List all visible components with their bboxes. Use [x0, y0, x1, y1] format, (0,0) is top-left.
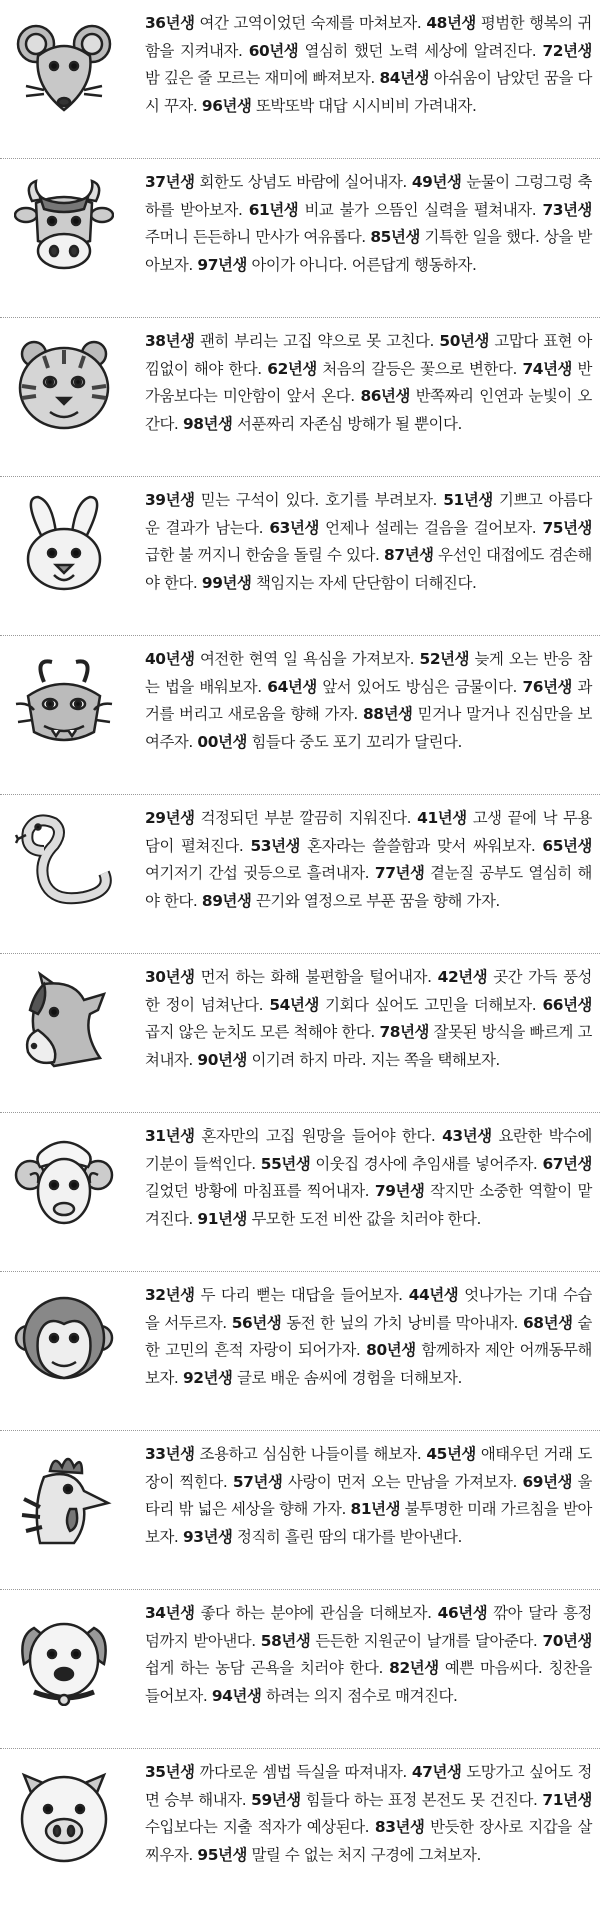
fortune-sentence: 주머니 든든하니 만사가 여유롭다. [145, 228, 366, 247]
fortune-sentence: 기특한 일을 했다. 상을 받아보자. [145, 228, 592, 274]
fortune-sentence: 엇나가는 기대 수습을 서두르자. [145, 1286, 593, 1332]
fortune-sentence: 깎아 달라 흥정 덤까지 받아낸다. [145, 1604, 593, 1650]
birth-year-label: 42년생 [437, 968, 488, 986]
horse-icon [14, 970, 114, 1070]
fortune-sentence: 불투명한 미래 가르침을 받아보자. [145, 1500, 593, 1546]
birth-year-label: 96년생 [201, 96, 252, 115]
fortune-sentence: 앞서 있어도 방심은 금물이다. [316, 677, 517, 696]
birth-year-label: 55년생 [260, 1154, 311, 1173]
fortune-sentence: 평범한 행복의 귀함을 지켜내자. [145, 14, 592, 60]
birth-year-label: 45년생 [426, 1445, 476, 1463]
fortune-sentence: 회한도 상념도 바람에 실어내자. [194, 173, 407, 191]
fortune-sentence: 아이가 아니다. 어른답게 행동하자. [246, 255, 477, 274]
birth-year-label: 64년생 [267, 677, 317, 696]
birth-year-label: 98년생 [182, 414, 233, 433]
fortune-sentence: 언제나 설레는 걸음을 걸어보자. [318, 518, 537, 537]
fortune-sentence: 처음의 갈등은 꽃으로 변한다. [316, 359, 517, 378]
rat-icon [14, 16, 114, 116]
fortune-sentence: 반듯한 장사로 지갑을 살찌우자. [145, 1818, 592, 1864]
fortune-sentence: 정직히 흘린 땀의 대가를 받아낸다. [232, 1527, 462, 1546]
fortune-sentence: 아쉬움이 남았던 꿈을 다시 꾸자. [145, 69, 592, 115]
birth-year-label: 84년생 [379, 69, 430, 88]
birth-year-label: 80년생 [366, 1341, 416, 1360]
fortune-sentence: 글로 배운 솜씨에 경험을 더해보자. [232, 1368, 462, 1387]
birth-year-label: 75년생 [542, 518, 593, 537]
birth-year-label: 30년생 [145, 968, 195, 986]
fortune-sentence: 고생 끝에 낙 무용담이 펼쳐진다. [145, 809, 592, 855]
birth-year-label: 60년생 [248, 41, 299, 60]
fortune-sentence: 기회다 싶어도 고민을 더해보자. [318, 995, 537, 1014]
birth-year-label: 46년생 [437, 1604, 488, 1622]
birth-year-label: 79년생 [374, 1182, 425, 1201]
birth-year-label: 90년생 [197, 1050, 247, 1069]
fortune-sentence: 요란한 박수에 기분이 들썩인다. [145, 1127, 592, 1173]
fortune-sentence: 힘들다 중도 포기 꼬리가 달린다. [246, 732, 462, 751]
fortune-sentence: 두 다리 뻗는 대답을 들어보자. [194, 1286, 403, 1304]
fortune-sentence: 책임지는 자세 단단함이 더해진다. [251, 573, 477, 592]
birth-year-label: 95년생 [197, 1845, 247, 1864]
fortune-sentence: 잘못된 방식을 빠르게 고쳐내자. [145, 1023, 592, 1069]
fortune-sentence: 쉽게 하는 농담 곤욕을 치러야 한다. [145, 1659, 383, 1678]
birth-year-label: 33년생 [145, 1445, 195, 1463]
fortune-text [145, 487, 592, 597]
dragon-icon [14, 652, 114, 752]
fortune-sentence: 여간 고역이었던 숙제를 마쳐보자. [194, 14, 422, 32]
dog-icon [14, 1606, 114, 1706]
fortune-sentence: 하려는 의지 점수로 매겨진다. [261, 1686, 458, 1705]
birth-year-label: 62년생 [267, 359, 317, 378]
birth-year-label: 39년생 [145, 491, 195, 509]
zodiac-entry-rooster [0, 1431, 600, 1590]
fortune-sentence: 곳간 가득 풍성한 정이 넘쳐난다. [145, 968, 593, 1014]
fortune-sentence: 길었던 방황에 마침표를 찍어내자. [145, 1182, 370, 1201]
zodiac-entry-tiger [0, 318, 600, 477]
fortune-text [145, 1441, 592, 1551]
birth-year-label: 50년생 [439, 332, 489, 350]
fortune-sentence: 비교 불가 으뜸인 실력을 펼쳐내자. [298, 200, 537, 219]
birth-year-label: 47년생 [411, 1763, 462, 1781]
birth-year-label: 29년생 [145, 809, 195, 827]
birth-year-label: 53년생 [250, 836, 301, 855]
fortune-text [145, 646, 592, 756]
fortune-sentence: 이기려 하지 마라. 지는 쪽을 택해보자. [246, 1050, 500, 1069]
birth-year-label: 59년생 [251, 1790, 301, 1809]
fortune-sentence: 애태우던 거래 도장이 찍힌다. [145, 1445, 592, 1491]
birth-year-label: 57년생 [232, 1472, 283, 1491]
fortune-sentence: 곁눈질 공부도 열심히 해야 한다. [145, 864, 592, 910]
birth-year-label: 35년생 [145, 1763, 195, 1781]
zodiac-entry-snake [0, 795, 600, 954]
fortune-sentence: 이웃집 경사에 추임새를 넣어주자. [310, 1154, 538, 1173]
sheep-icon [14, 1129, 114, 1229]
birth-year-label: 40년생 [145, 650, 195, 668]
fortune-sentence: 열심히 했던 노력 세상에 알려진다. [298, 41, 537, 60]
fortune-sentence: 수입보다는 지출 적자가 예상된다. [145, 1818, 370, 1837]
fortune-sentence: 우선인 대접에도 겸손해야 한다. [145, 546, 592, 592]
fortune-sentence: 까다로운 셈법 득실을 따져내자. [194, 1763, 407, 1781]
fortune-sentence: 먼저 하는 화해 불편함을 털어내자. [194, 968, 432, 986]
fortune-sentence: 과거를 버리고 새로움을 향해 가자. [145, 677, 592, 724]
fortune-sentence: 또박또박 대답 시시비비 가려내자. [251, 96, 477, 115]
zodiac-entry-monkey [0, 1272, 600, 1431]
birth-year-label: 67년생 [542, 1154, 592, 1173]
fortune-sentence: 끈기와 열정으로 부푼 꿈을 향해 가자. [251, 891, 500, 910]
fortune-sentence: 늦게 오는 반응 참는 법을 배워보자. [145, 650, 592, 696]
fortune-sentence: 밤 깊은 줄 모르는 재미에 빠져보자. [145, 69, 375, 88]
fortune-sentence: 말릴 수 없는 처지 구경에 그쳐보자. [246, 1845, 481, 1864]
birth-year-label: 89년생 [201, 891, 252, 910]
birth-year-label: 44년생 [408, 1286, 459, 1304]
birth-year-label: 78년생 [379, 1023, 430, 1042]
fortune-sentence: 힘들다 하는 표정 본전도 못 건진다. [300, 1790, 538, 1809]
fortune-sentence: 동전 한 닢의 가치 낭비를 막아내자. [281, 1313, 519, 1332]
birth-year-label: 92년생 [182, 1368, 233, 1387]
birth-year-label: 38년생 [145, 332, 195, 350]
zodiac-entry-rabbit [0, 477, 600, 636]
fortune-sentence: 눈물이 그렁그렁 축하를 받아보자. [145, 173, 592, 219]
zodiac-entry-dragon [0, 636, 600, 795]
rooster-icon [14, 1447, 114, 1547]
birth-year-label: 43년생 [442, 1127, 492, 1145]
birth-year-label: 65년생 [542, 836, 592, 855]
fortune-sentence: 울타리 밖 넓은 세상을 향해 가자. [145, 1472, 593, 1519]
pig-icon [14, 1765, 114, 1865]
fortune-sentence: 함께하자 제안 어깨동무해보자. [145, 1341, 592, 1387]
birth-year-label: 49년생 [411, 173, 462, 191]
birth-year-label: 58년생 [260, 1631, 311, 1650]
birth-year-label: 87년생 [384, 546, 434, 565]
tiger-icon [14, 334, 114, 434]
fortune-sentence: 혼자만의 고집 원망을 들어야 한다. [194, 1127, 436, 1145]
birth-year-label: 97년생 [197, 255, 247, 274]
fortune-sentence: 사랑이 먼저 오는 만남을 가져보자. [282, 1472, 517, 1491]
fortune-sentence: 든든한 지원군이 날개를 달아준다. [310, 1631, 538, 1650]
fortune-sentence: 조용하고 심심한 나들이를 해보자. [194, 1445, 422, 1463]
birth-year-label: 73년생 [542, 200, 593, 219]
fortune-text [145, 1282, 592, 1392]
birth-year-label: 81년생 [350, 1500, 401, 1519]
monkey-icon [14, 1288, 114, 1388]
birth-year-label: 86년생 [360, 387, 410, 406]
fortune-sentence: 믿거나 말거나 진심만을 보여주자. [145, 705, 592, 751]
birth-year-label: 52년생 [419, 650, 470, 668]
ox-icon [14, 175, 114, 275]
birth-year-label: 31년생 [145, 1127, 195, 1145]
birth-year-label: 99년생 [201, 573, 252, 592]
birth-year-label: 85년생 [370, 228, 420, 247]
birth-year-label: 77년생 [374, 864, 425, 883]
birth-year-label: 71년생 [542, 1790, 592, 1809]
zodiac-entry-sheep [0, 1113, 600, 1272]
fortune-sentence: 작지만 소중한 역할이 맡겨진다. [145, 1182, 592, 1228]
fortune-sentence: 도망가고 싶어도 정면 승부 해내자. [145, 1763, 592, 1809]
fortune-text [145, 1123, 592, 1233]
birth-year-label: 63년생 [269, 518, 319, 537]
birth-year-label: 88년생 [362, 705, 413, 724]
birth-year-label: 94년생 [211, 1686, 262, 1705]
snake-icon [14, 811, 114, 911]
birth-year-label: 76년생 [522, 677, 573, 696]
birth-year-label: 69년생 [522, 1472, 573, 1491]
zodiac-entry-dog [0, 1590, 600, 1749]
fortune-sentence: 급한 불 꺼지니 한숨을 돌릴 수 있다. [145, 546, 380, 565]
zodiac-entry-horse [0, 954, 600, 1113]
birth-year-label: 36년생 [145, 14, 195, 32]
birth-year-label: 70년생 [542, 1631, 592, 1650]
fortune-text [145, 328, 592, 438]
fortune-sentence: 예쁜 마음씨다. 칭찬을 들어보자. [145, 1659, 592, 1705]
birth-year-label: 51년생 [443, 491, 493, 509]
rabbit-icon [14, 493, 114, 593]
birth-year-label: 93년생 [182, 1527, 233, 1546]
fortune-sentence: 여전한 현역 일 욕심을 가져보자. [194, 650, 415, 668]
birth-year-label: 37년생 [145, 173, 195, 191]
birth-year-label: 91년생 [197, 1209, 247, 1228]
birth-year-label: 56년생 [231, 1313, 282, 1332]
fortune-sentence: 걱정되던 부분 깔끔히 지워진다. [194, 809, 412, 827]
fortune-sentence: 곱지 않은 눈치도 모른 척해야 한다. [145, 1023, 375, 1042]
fortune-sentence: 서푼짜리 자존심 방해가 될 뿐이다. [232, 414, 462, 433]
fortune-sentence: 반가움보다는 미안함이 앞서 온다. [145, 359, 592, 406]
fortune-text [145, 10, 592, 120]
fortune-text [145, 1600, 592, 1710]
zodiac-entry-pig [0, 1749, 600, 1908]
birth-year-label: 61년생 [248, 200, 299, 219]
fortune-sentence: 괜히 부리는 고집 약으로 못 고친다. [194, 332, 435, 350]
fortune-sentence: 고맙다 표현 아낌없이 해야 한다. [145, 332, 592, 378]
zodiac-entry-rat [0, 0, 600, 159]
birth-year-label: 82년생 [389, 1659, 439, 1678]
birth-year-label: 48년생 [426, 14, 476, 32]
fortune-sentence: 좋다 하는 분야에 관심을 더해보자. [194, 1604, 432, 1622]
fortune-sentence: 믿는 구석이 있다. 호기를 부려보자. [194, 491, 438, 509]
birth-year-label: 66년생 [542, 995, 593, 1014]
birth-year-label: 68년생 [523, 1313, 573, 1332]
birth-year-label: 32년생 [145, 1286, 195, 1304]
fortune-sentence: 숱한 고민의 흔적 자랑이 되어가자. [145, 1313, 592, 1360]
birth-year-label: 72년생 [542, 41, 593, 60]
fortune-sentence: 반쪽짜리 인연과 눈빛이 오간다. [145, 387, 592, 433]
fortune-sentence: 무모한 도전 비싼 값을 치러야 한다. [246, 1209, 481, 1228]
birth-year-label: 74년생 [522, 359, 573, 378]
birth-year-label: 83년생 [374, 1818, 425, 1837]
fortune-sentence: 혼자라는 쓸쓸함과 맞서 싸워보자. [300, 836, 536, 855]
zodiac-entry-ox [0, 159, 600, 318]
fortune-sentence: 기쁘고 아름다운 결과가 남는다. [145, 491, 592, 537]
fortune-text [145, 964, 592, 1074]
birth-year-label: 00년생 [197, 732, 247, 751]
fortune-text [145, 805, 592, 915]
fortune-sentence: 여기저기 간섭 귓등으로 흘려내자. [145, 864, 370, 883]
birth-year-label: 34년생 [145, 1604, 195, 1622]
birth-year-label: 41년생 [417, 809, 467, 827]
birth-year-label: 54년생 [269, 995, 319, 1014]
fortune-text [145, 1759, 592, 1869]
fortune-text [145, 169, 592, 279]
